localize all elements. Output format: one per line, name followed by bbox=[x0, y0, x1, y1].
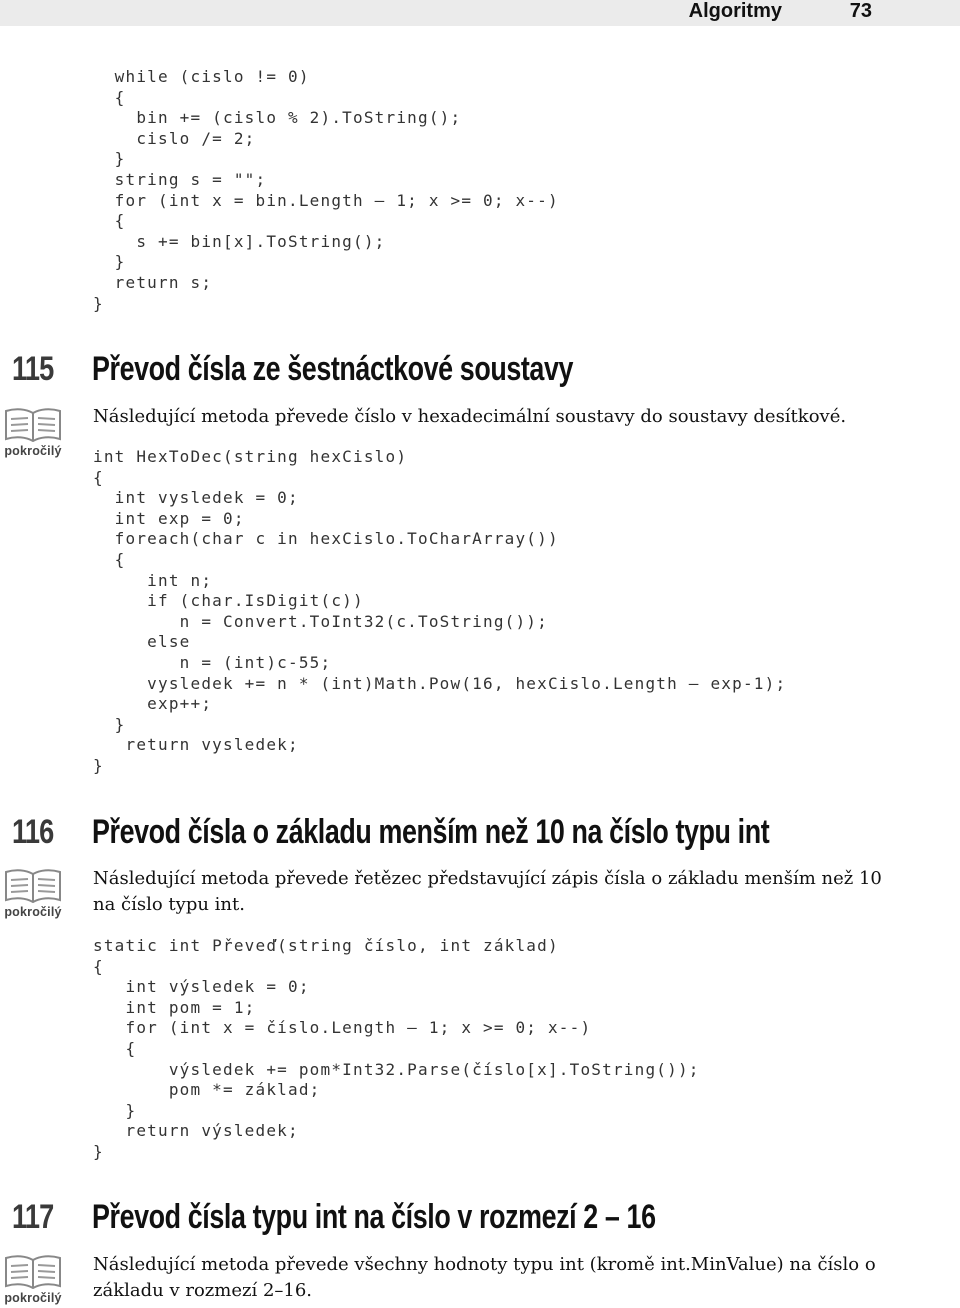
code-line: { bbox=[93, 549, 126, 569]
section-title: Převod čísla typu int na číslo v rozmezí 2 – 16 bbox=[92, 1198, 656, 1236]
section-number: 115 bbox=[12, 350, 54, 388]
code-line: } bbox=[93, 755, 104, 775]
code-line: return vysledek; bbox=[93, 735, 299, 755]
code-line: { bbox=[93, 956, 104, 976]
code-line: { bbox=[93, 87, 126, 107]
code-line: return výsledek; bbox=[93, 1121, 299, 1141]
code-line: s += bin[x].ToString(); bbox=[93, 231, 386, 251]
code-line: foreach(char c in hexCislo.ToCharArray()) bbox=[93, 529, 559, 549]
code-line: int exp = 0; bbox=[93, 508, 245, 528]
page-header bbox=[0, 0, 960, 26]
code-line: return s; bbox=[93, 272, 213, 292]
level-label: pokročilý bbox=[4, 905, 62, 919]
code-line: int pom = 1; bbox=[93, 997, 256, 1017]
book-icon bbox=[4, 1255, 62, 1289]
code-line: pom *= základ; bbox=[93, 1080, 321, 1100]
code-line: } bbox=[93, 252, 126, 272]
code-line: { bbox=[93, 1038, 137, 1058]
section-description: Následující metoda převede řetězec představující zápis čísla o základu menším než 10 na číslo typu int. bbox=[93, 868, 882, 915]
code-line: static int Převeď(string číslo, int základ) bbox=[93, 936, 559, 955]
level-label: pokročilý bbox=[4, 1291, 62, 1305]
code-line: bin += (cislo % 2).ToString(); bbox=[93, 108, 462, 128]
section-number: 117 bbox=[12, 1198, 54, 1236]
code-line: for (int x = číslo.Length – 1; x >= 0; x--) bbox=[93, 1018, 592, 1038]
code-block bbox=[93, 936, 700, 1163]
section-number: 116 bbox=[12, 813, 54, 851]
code-line: } bbox=[93, 714, 126, 734]
section-title: Převod čísla ze šestnáctkové soustavy bbox=[92, 350, 574, 388]
section-title: Převod čísla o základu menším než 10 na číslo typu int bbox=[92, 813, 770, 851]
code-line: int HexToDec(string hexCislo) bbox=[93, 447, 408, 466]
code-block bbox=[93, 447, 786, 777]
running-title: Algoritmy bbox=[688, 0, 782, 22]
book-icon bbox=[4, 408, 62, 442]
section-description: Následující metoda převede číslo v hexadecimální soustavy do soustavy desítkové. bbox=[93, 406, 847, 427]
code-line: string s = ""; bbox=[93, 169, 267, 189]
code-line: { bbox=[93, 211, 126, 231]
code-line: else bbox=[93, 632, 191, 652]
code-block-continuation bbox=[93, 67, 559, 314]
book-icon bbox=[4, 869, 62, 903]
page-number: 73 bbox=[849, 0, 872, 22]
code-line: while (cislo != 0) bbox=[93, 67, 310, 86]
code-line: int výsledek = 0; bbox=[93, 977, 310, 997]
code-line: if (char.IsDigit(c)) bbox=[93, 591, 364, 611]
code-line: } bbox=[93, 149, 126, 169]
code-line: vysledek += n * (int)Math.Pow(16, hexCislo.Length – exp-1); bbox=[93, 673, 787, 693]
code-line: n = Convert.ToInt32(c.ToString()); bbox=[93, 611, 548, 631]
difficulty-badge bbox=[4, 869, 62, 919]
code-line: exp++; bbox=[93, 694, 213, 714]
code-line: for (int x = bin.Length – 1; x >= 0; x--) bbox=[93, 190, 559, 210]
code-line: } bbox=[93, 1141, 104, 1161]
code-line: cislo /= 2; bbox=[93, 128, 256, 148]
code-line: výsledek += pom*Int32.Parse(číslo[x].ToString()); bbox=[93, 1059, 700, 1079]
code-line: } bbox=[93, 293, 104, 313]
difficulty-badge bbox=[4, 1255, 62, 1305]
code-line: n = (int)c-55; bbox=[93, 652, 332, 672]
level-label: pokročilý bbox=[4, 444, 62, 458]
code-line: int n; bbox=[93, 570, 213, 590]
code-line: } bbox=[93, 1100, 137, 1120]
code-line: { bbox=[93, 467, 104, 487]
section-description: Následující metoda převede všechny hodnoty typu int (kromě int.MinValue) na číslo o základu v rozmezí 2–16. bbox=[93, 1254, 876, 1301]
difficulty-badge bbox=[4, 408, 62, 458]
code-line: int vysledek = 0; bbox=[93, 488, 299, 508]
